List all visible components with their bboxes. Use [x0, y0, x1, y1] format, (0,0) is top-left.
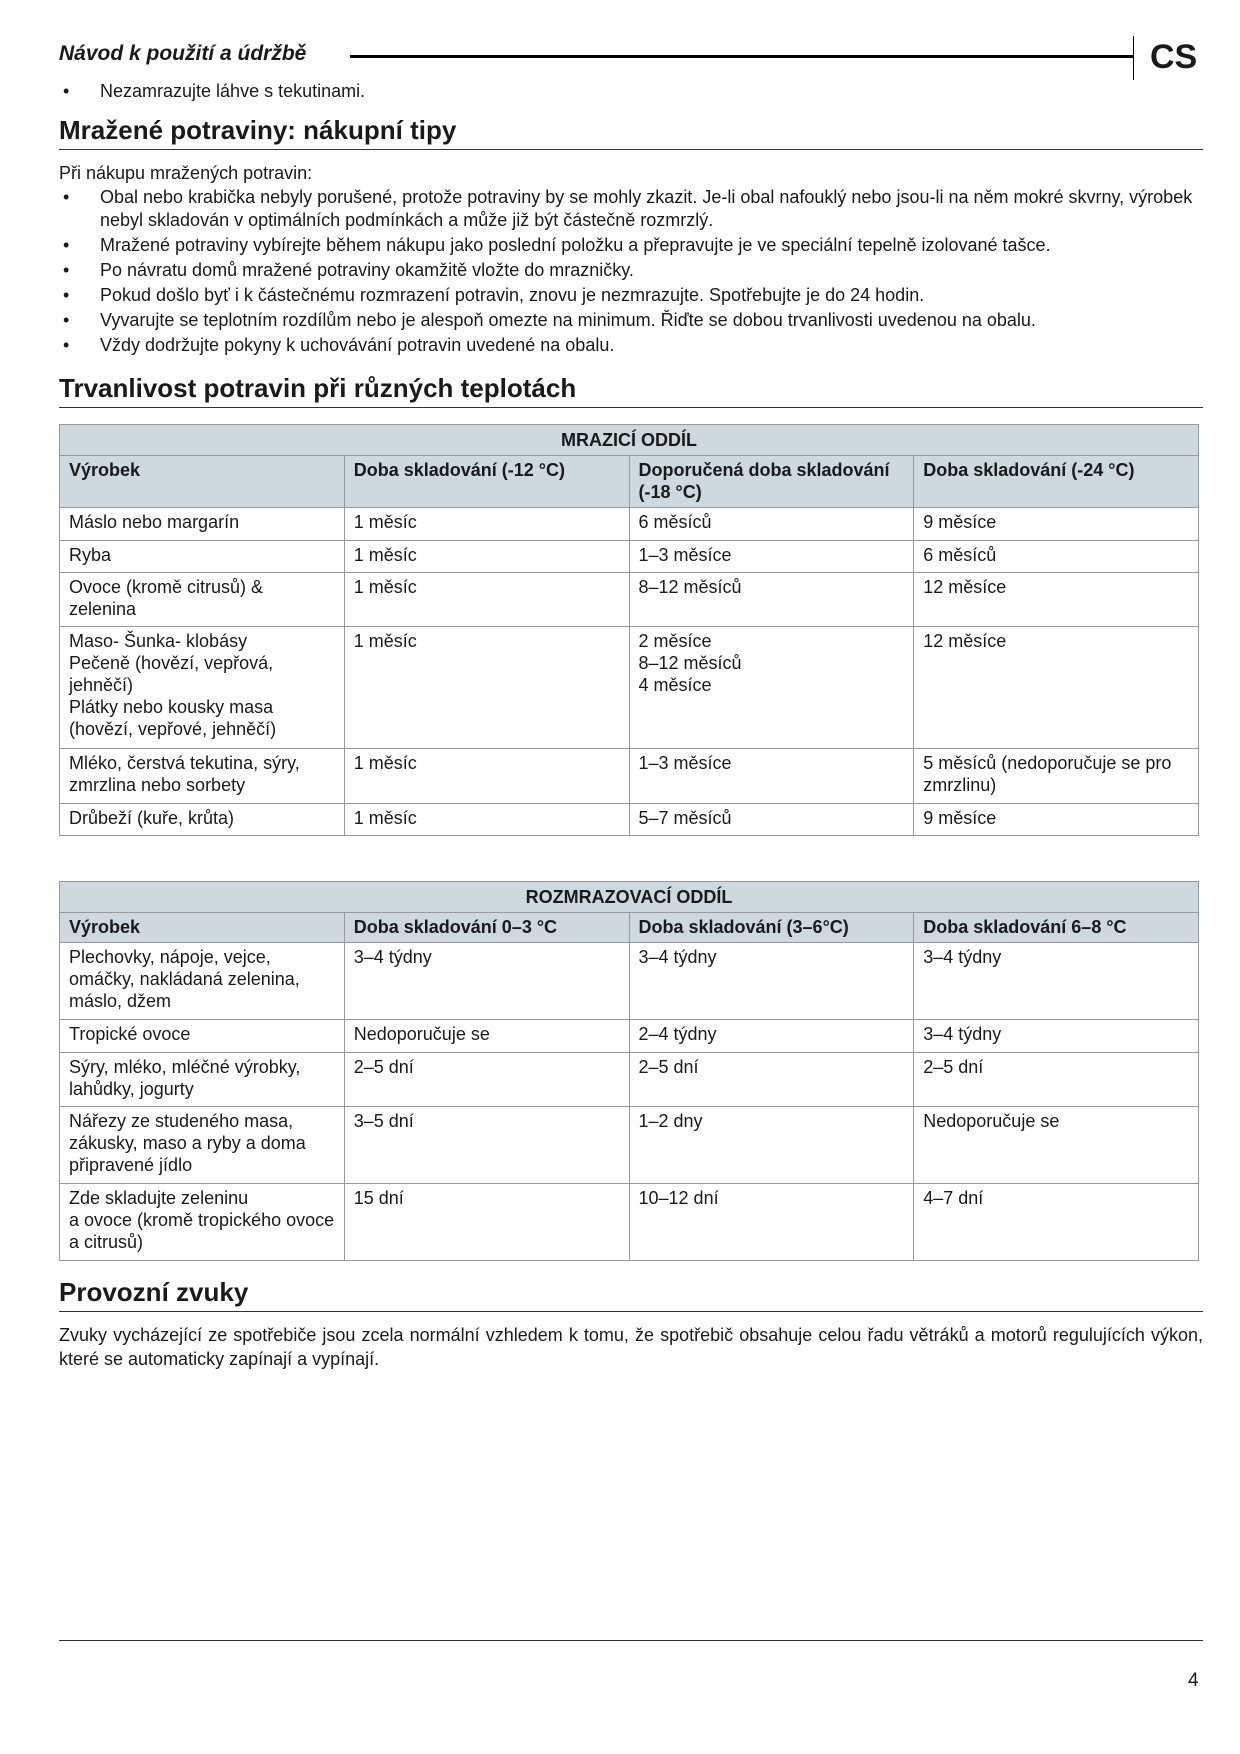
table-row [60, 804, 1199, 836]
table-header-row [60, 456, 1199, 508]
table-cell: 3–5 dní [344, 1107, 629, 1184]
column-header: Doporučená doba skladování (-18 °C) [629, 456, 914, 508]
column-header: Doba skladování 0–3 °C [344, 913, 629, 943]
table-cell: 4–7 dní [914, 1184, 1199, 1261]
table-row [60, 943, 1199, 1020]
table-cell: 3–4 týdny [344, 943, 629, 1020]
table-row [60, 1107, 1199, 1184]
table-cell: 8–12 měsíců [629, 573, 914, 627]
table-cell: Maso- Šunka- klobásy Pečeně (hovězí, vepřová, jehněčí) Plátky nebo kousky masa (hovězí, vepřové, jehněčí) [60, 627, 345, 749]
table-cell: Plechovky, nápoje, vejce, omáčky, nakládaná zelenina, máslo, džem [60, 943, 345, 1020]
list-item: • Vždy dodržujte pokyny k uchovávání potravin uvedené na obalu. [59, 334, 1203, 357]
table-cell: 9 měsíce [914, 804, 1199, 836]
thaw-table [59, 881, 1199, 1261]
freezer-table [59, 424, 1199, 836]
table-cell: 1 měsíc [344, 627, 629, 749]
table-cell: 12 měsíce [914, 627, 1199, 749]
header-divider [1133, 36, 1134, 80]
section-heading-shopping: Mražené potraviny: nákupní tipy [59, 115, 1203, 150]
running-header-title: Návod k použití a údržbě [59, 42, 307, 65]
table-cell: Ovoce (kromě citrusů) & zelenina [60, 573, 345, 627]
table-cell: 1–3 měsíce [629, 541, 914, 573]
table-row [60, 1053, 1199, 1107]
table-cell: 1 měsíc [344, 573, 629, 627]
table-cell: 2–5 dní [344, 1053, 629, 1107]
table-row [60, 1184, 1199, 1261]
table-cell: 2 měsíce 8–12 měsíců 4 měsíce [629, 627, 914, 749]
table-cell: 2–5 dní [629, 1053, 914, 1107]
column-header: Výrobek [60, 913, 345, 943]
table-cell: 1 měsíc [344, 749, 629, 804]
language-code: CS [1150, 38, 1198, 76]
column-header: Výrobek [60, 456, 345, 508]
table-cell: 2–4 týdny [629, 1020, 914, 1053]
table-cell: 3–4 týdny [914, 1020, 1199, 1053]
intro-list [59, 80, 1203, 105]
table-cell: Mléko, čerstvá tekutina, sýry, zmrzlina nebo sorbety [60, 749, 345, 804]
section-heading-noise: Provozní zvuky [59, 1277, 1203, 1312]
list-item: • Nezamrazujte láhve s tekutinami. [59, 80, 1203, 103]
table-cell: Sýry, mléko, mléčné výrobky, lahůdky, jogurty [60, 1053, 345, 1107]
table-cell: 6 měsíců [914, 541, 1199, 573]
list-item: • Vyvarujte se teplotním rozdílům nebo je alespoň omezte na minimum. Řiďte se dobou trvanlivosti uvedenou na obalu. [59, 309, 1203, 332]
list-item: • Mražené potraviny vybírejte během nákupu jako poslední položku a přepravujte je ve speciální tepelně izolované tašce. [59, 234, 1203, 257]
table-cell: Máslo nebo margarín [60, 508, 345, 541]
table-cell: 9 měsíce [914, 508, 1199, 541]
list-item: • Obal nebo krabička nebyly porušené, protože potraviny by se mohly zkazit. Je-li obal nafouklý nebo jsou-li na něm mokré skvrny, výrobek nebyl skladován v optimálních podmínkách a může již být částečně rozmrzlý. [59, 186, 1203, 232]
column-header: Doba skladování (3–6°C) [629, 913, 914, 943]
table-cell: Nedoporučuje se [344, 1020, 629, 1053]
table-cell: 12 měsíce [914, 573, 1199, 627]
table-row [60, 627, 1199, 749]
table-title: MRAZICÍ ODDÍL [60, 425, 1199, 456]
table-cell: Ryba [60, 541, 345, 573]
table-cell: Tropické ovoce [60, 1020, 345, 1053]
table-row [60, 749, 1199, 804]
table-cell: 5–7 měsíců [629, 804, 914, 836]
table-cell: Nedoporučuje se [914, 1107, 1199, 1184]
table-row [60, 541, 1199, 573]
shopping-tips-list [59, 186, 1203, 359]
table-cell: Drůbeží (kuře, krůta) [60, 804, 345, 836]
column-header: Doba skladování (-12 °C) [344, 456, 629, 508]
section-heading-storage: Trvanlivost potravin při různých teplotách [59, 373, 1203, 408]
column-header: Doba skladování (-24 °C) [914, 456, 1199, 508]
table-row [60, 508, 1199, 541]
table-title: ROZMRAZOVACÍ ODDÍL [60, 882, 1199, 913]
table-cell: 6 měsíců [629, 508, 914, 541]
list-item: • Pokud došlo byť i k částečnému rozmrazení potravin, znovu je nezmrazujte. Spotřebujte je do 24 hodin. [59, 284, 1203, 307]
shopping-lead: Při nákupu mražených potravin: [59, 163, 313, 183]
column-header: Doba skladování 6–8 °C [914, 913, 1199, 943]
table-cell: 2–5 dní [914, 1053, 1199, 1107]
page-number: 4 [1188, 1670, 1199, 1691]
table-cell: Zde skladujte zeleninu a ovoce (kromě tropického ovoce a citrusů) [60, 1184, 345, 1261]
list-item: • Po návratu domů mražené potraviny okamžitě vložte do mrazničky. [59, 259, 1203, 282]
table-row [60, 573, 1199, 627]
table-cell: 3–4 týdny [629, 943, 914, 1020]
footer-rule [59, 1640, 1203, 1641]
header-rule [350, 55, 1133, 58]
table-cell: 1 měsíc [344, 804, 629, 836]
table-cell: 1 měsíc [344, 541, 629, 573]
table-cell: 1–2 dny [629, 1107, 914, 1184]
noise-paragraph: Zvuky vycházející ze spotřebiče jsou zcela normální vzhledem k tomu, že spotřebič obsahuje celou řadu větráků a motorů regulujících výkon, které se automaticky zapínají a vypínají. [59, 1325, 1203, 1369]
table-cell: 15 dní [344, 1184, 629, 1261]
table-row [60, 1020, 1199, 1053]
table-cell: 1–3 měsíce [629, 749, 914, 804]
table-cell: 10–12 dní [629, 1184, 914, 1261]
table-cell: Nářezy ze studeného masa, zákusky, maso a ryby a doma připravené jídlo [60, 1107, 345, 1184]
table-cell: 1 měsíc [344, 508, 629, 541]
table-header-row [60, 913, 1199, 943]
table-cell: 3–4 týdny [914, 943, 1199, 1020]
table-cell: 5 měsíců (nedoporučuje se pro zmrzlinu) [914, 749, 1199, 804]
